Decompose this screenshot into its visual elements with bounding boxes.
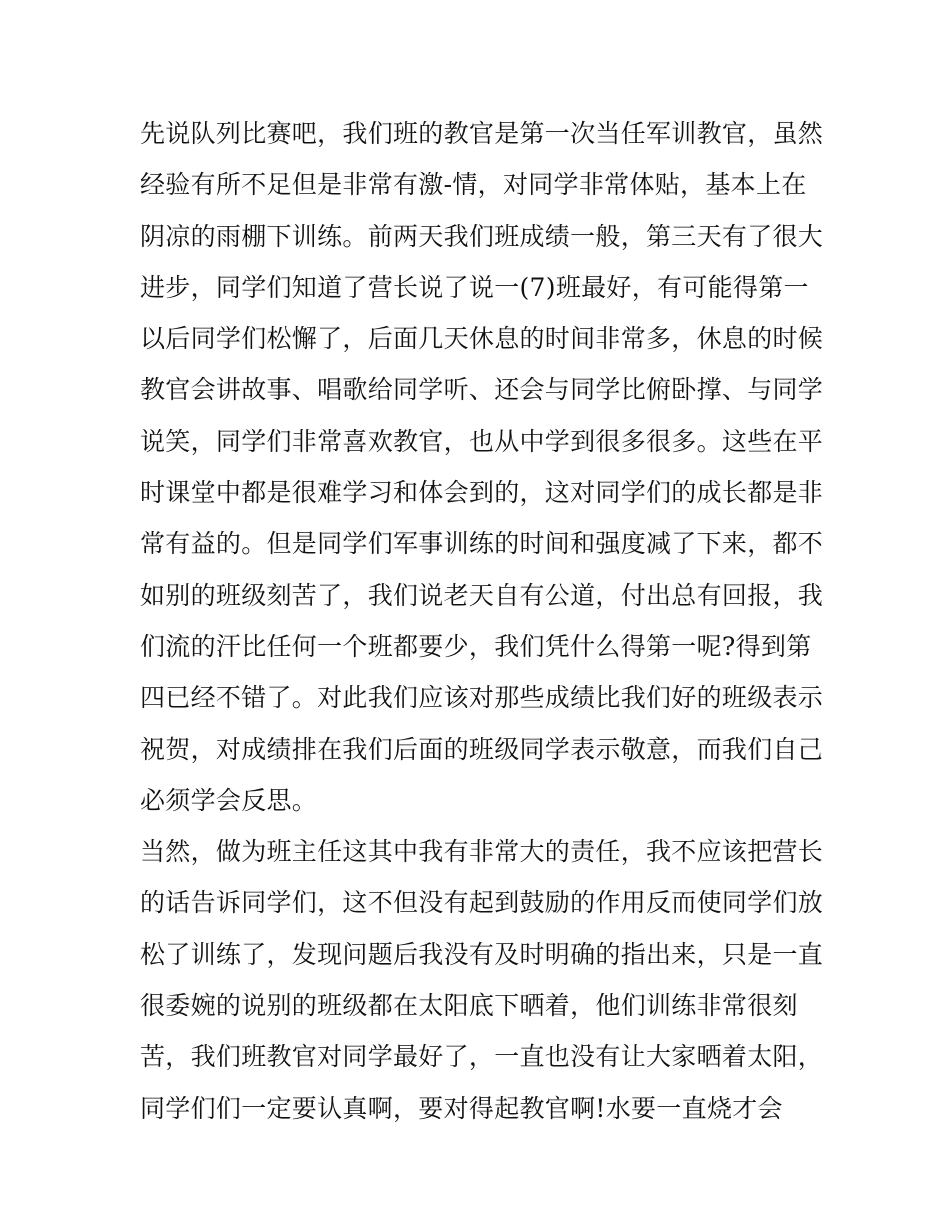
text-line-8: 时课堂中都是很难学习和体会到的，这对同学们的成长都是非 xyxy=(140,478,824,508)
text-line-16: 的话告诉同学们，这不但没有起到鼓励的作用反而使同学们放 xyxy=(140,888,824,918)
text-line-12: 四已经不错了。对此我们应该对那些成绩比我们好的班级表示 xyxy=(140,683,824,713)
text-line-11: 们流的汗比任何一个班都要少，我们凭什么得第一呢?得到第 xyxy=(140,631,812,661)
text-line-1: 先说队列比赛吧，我们班的教官是第一次当任军训教官，虽然 xyxy=(140,119,824,148)
text-line-2: 经验有所不足但是非常有激-情，对同学非常体贴，基本上在 xyxy=(140,170,807,200)
text-line-6: 教官会讲故事、唱歌给同学听、还会与同学比俯卧撑、与同学 xyxy=(140,375,824,405)
text-line-14: 必须学会反思。 xyxy=(140,785,318,815)
text-line-17: 松了训练了，发现问题后我没有及时明确的指出来，只是一直 xyxy=(140,939,824,969)
text-line-15: 当然，做为班主任这其中我有非常大的责任，我不应该把营长 xyxy=(140,837,824,867)
text-line-20: 同学们们一定要认真啊，要对得起教官啊!水要一直烧才会 xyxy=(140,1093,783,1123)
text-line-7: 说笑，同学们非常喜欢教官，也从中学到很多很多。这些在平 xyxy=(140,426,824,456)
body-text xyxy=(140,108,840,1134)
text-line-13: 祝贺，对成绩排在我们后面的班级同学表示敬意，而我们自己 xyxy=(140,734,824,764)
text-line-5: 以后同学们松懈了，后面几天休息的时间非常多，休息的时候 xyxy=(140,324,824,354)
text-line-18: 很委婉的说别的班级都在太阳底下晒着，他们训练非常很刻 xyxy=(140,991,798,1021)
text-line-4: 进步，同学们知道了营长说了说一(7)班最好，有可能得第一 xyxy=(140,272,809,302)
text-line-3: 阴凉的雨棚下训练。前两天我们班成绩一般，第三天有了很大 xyxy=(140,221,824,251)
text-line-10: 如别的班级刻苦了，我们说老天自有公道，付出总有回报，我 xyxy=(140,580,824,610)
text-line-9: 常有益的。但是同学们军事训练的时间和强度减了下来，都不 xyxy=(140,529,824,559)
text-line-19: 苦，我们班教官对同学最好了，一直也没有让大家晒着太阳， xyxy=(140,1042,824,1072)
